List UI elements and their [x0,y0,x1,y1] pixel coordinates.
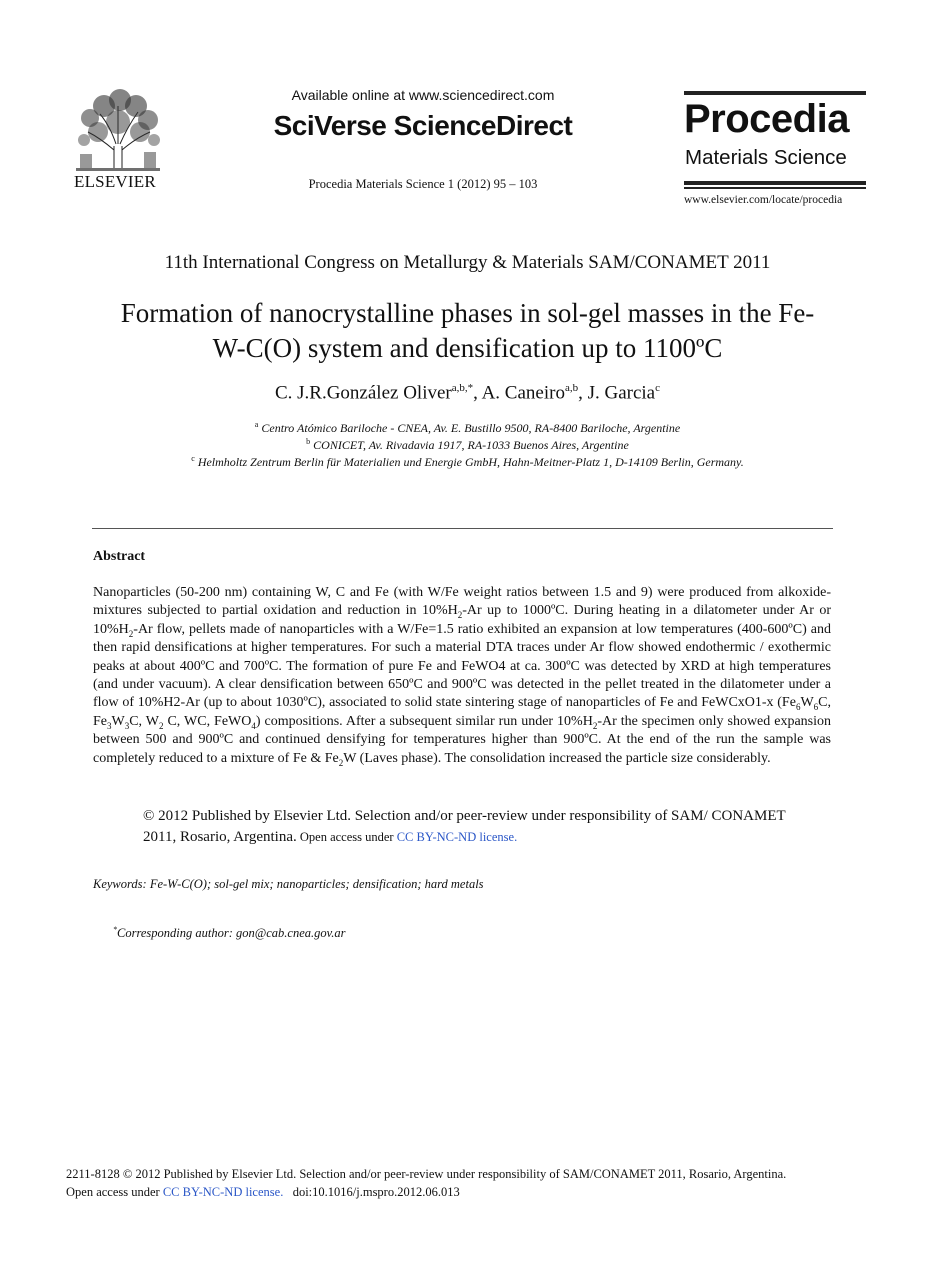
subscript: 6 [813,702,819,713]
affiliation-a [0,420,935,436]
copyright-notice [143,806,803,847]
abstract-heading: Abstract [93,549,146,564]
author-separator: , [473,382,482,404]
abstract-fragment: C, Fe [93,695,831,729]
corresponding-author [113,925,346,941]
author-name: C. J.R.González Oliver [274,382,452,404]
footnote-mark: * [113,925,117,934]
procedia-thin-rule [684,187,866,189]
author-list [0,382,935,404]
procedia-logo: Procedia [684,97,849,141]
abstract-fragment: C, W [129,713,159,729]
subscript: 2 [128,628,134,639]
available-online-text[interactable]: Available online at www.sciencedirect.com [291,87,555,103]
subscript: 2 [592,720,598,731]
abstract-fragment: ) compositions. After a subsequent similar run under 10%H [255,713,593,729]
title-line-2: W-C(O) system and densification up to 1100ºC [212,333,723,363]
paper-title [80,296,855,366]
abstract-fragment: W [800,695,814,711]
keywords: Keywords: Fe-W-C(O); sol-gel mix; nanoparticles; densification; hard metals [93,877,484,891]
subscript: 6 [795,702,801,713]
sciverse-sciencedirect-logo: SciVerse ScienceDirect [273,110,573,141]
doi-text[interactable]: doi:10.1016/j.mspro.2012.06.013 [292,1184,460,1199]
subscript: 2 [338,757,344,768]
title-line-1: Formation of nanocrystalline phases in sol-gel masses in the Fe- [120,298,815,328]
author-affiliation-mark: c [655,382,661,394]
affiliation-mark: b [306,437,311,446]
abstract-fragment: W (Laves phase). The consolidation increased the particle size considerably. [343,750,771,766]
abstract-fragment: -Ar the specimen only showed expansion between 500 and 900ºC and continued densifying for temperatures higher than 900ºC. At the end of the run the sample was completely reduced to a mixture of Fe & Fe [93,713,831,766]
license-link[interactable]: CC BY-NC-ND license. [396,829,518,844]
abstract-fragment: Nanoparticles (50-200 nm) containing W, C and Fe (with W/Fe weight ratios between 1.5 and 9) were produced from alkoxide-mixtures subjected to partial oxidation and reduction in 10%H [93,585,831,619]
license-link[interactable]: CC BY-NC-ND license. [162,1184,284,1199]
affiliation-mark: c [191,454,195,463]
section-divider [92,528,833,529]
abstract-fragment: -Ar up to 1000ºC. During heating in a dilatometer under Ar or 10%H [93,603,832,637]
affiliation-text: CONICET, Av. Rivadavia 1917, RA-1033 Buenos Aires, Argentine [313,438,629,452]
author-name: A. Caneiro [481,382,565,404]
publisher-name: ELSEVIER [74,172,156,191]
author-affiliation-mark: a,b [564,382,579,394]
affiliation-c [0,454,935,470]
affiliation-b [0,437,935,453]
copyright-text: © 2012 Published by Elsevier Ltd. Selection and/or peer-review under responsibility of SAM/ CONAMET 2011, Rosario, Argentina. [143,808,786,845]
page-footer [66,1166,786,1201]
author-name: J. Garcia [587,382,656,404]
footer-issn-line: 2211-8128 © 2012 Published by Elsevier Ltd. Selection and/or peer-review under responsibility of SAM/CONAMET 2011, Rosario, Argentina. [66,1167,787,1181]
affiliation-text: Helmholtz Zentrum Berlin für Materialien und Energie GmbH, Hahn-Meitner-Platz 1, D-14109 Berlin, Germany. [197,455,744,469]
subscript: 3 [107,720,112,731]
journal-url[interactable]: www.elsevier.com/locate/procedia [684,194,843,206]
congress-name: 11th International Congress on Metallurgy & Materials SAM/CONAMET 2011 [164,252,771,273]
abstract-fragment: -Ar flow, pellets made of nanoparticles with a W/Fe=1.5 ratio exhibited an expansion at low temperatures (400-600ºC) and then rapid densifications at higher temperatures. For such a material DTA traces under Ar flow showed endothermic / exothermic peaks at about 400ºC and 700ºC. The formation of pure Fe and FeWO4 at ca. 300ºC was detected by XRD at high temperatures (and under vacuum). A clear densification between 650ºC and 900ºC was detected in the pellet treated in the dilatometer under a flow of 10%H2-Ar (up to about 1030ºC), associated to solid state sintering stage of nanoparticles of Fe and FeWCxO1-x (Fe [93,621,831,711]
subscript: 3 [124,720,130,731]
procedia-top-rule [684,91,866,95]
affiliation-mark: a [254,420,259,429]
subscript: 2 [159,720,164,731]
subscript: 4 [251,720,256,731]
corresponding-author-text: Corresponding author: gon@cab.cnea.gov.ar [117,926,346,941]
procedia-subtitle: Materials Science [685,146,847,169]
author-separator: , [578,382,588,404]
subscript: 2 [457,610,463,621]
open-access-text: Open access under [66,1184,163,1199]
author-affiliation-mark: a,b,* [451,382,474,394]
abstract-fragment: W [111,713,125,729]
affiliation-text: Centro Atómico Bariloche - CNEA, Av. E. Bustillo 9500, RA-8400 Bariloche, Argentine [261,421,681,435]
procedia-bottom-rule [684,181,866,185]
abstract-fragment: C, WC, FeWO [163,713,252,729]
open-access-text: Open access under [296,829,397,844]
journal-reference: Procedia Materials Science 1 (2012) 95 – 103 [308,177,538,191]
footer-license-line [66,1184,786,1202]
abstract-text [93,584,831,768]
